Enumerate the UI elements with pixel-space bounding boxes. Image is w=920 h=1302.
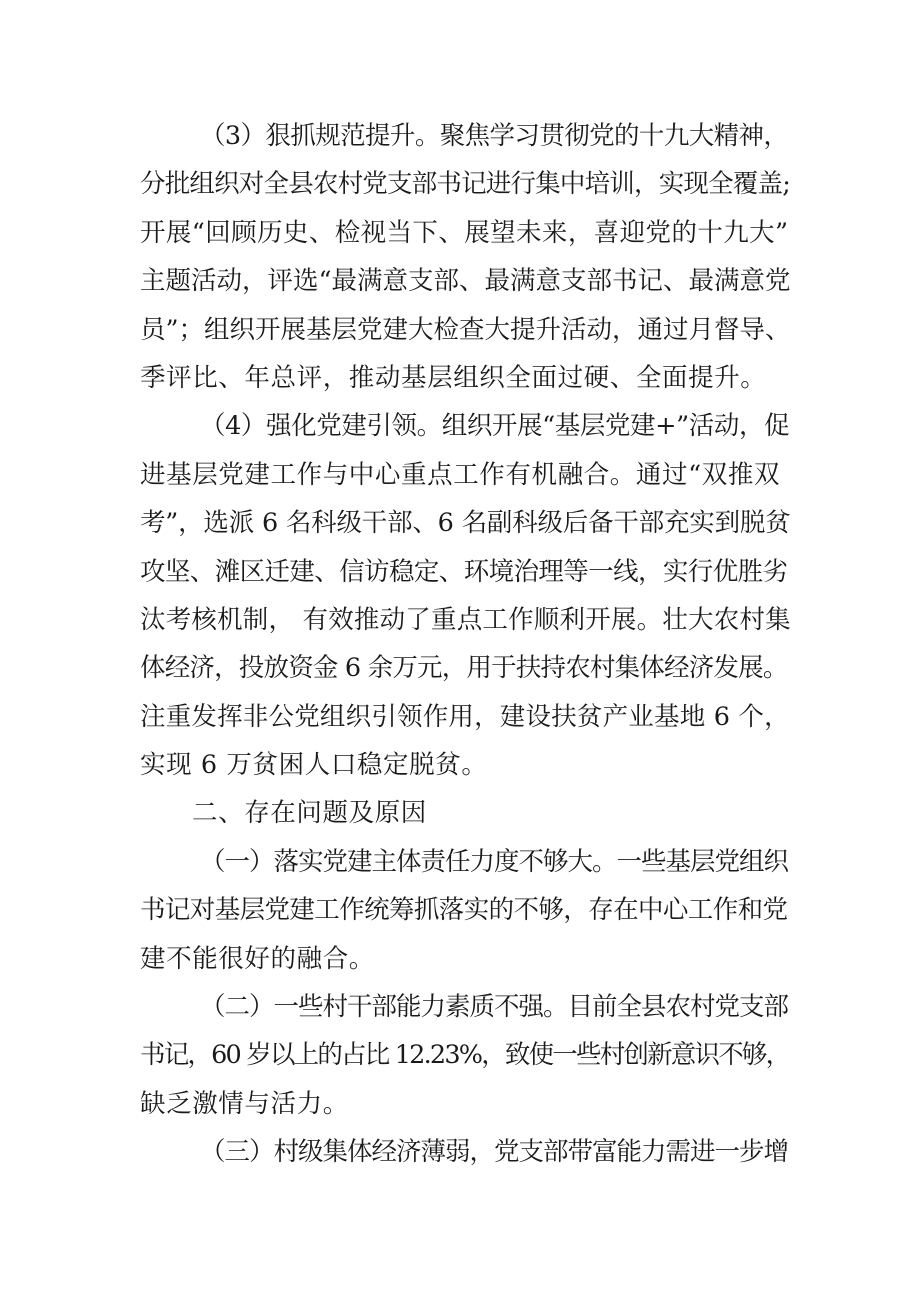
paragraph-line: （3）狠抓规范提升。聚焦学习贯彻党的十九大精神， xyxy=(200,121,789,151)
paragraph-line: 攻坚、滩区迁建、信访稳定、环境治理等一线，实行优胜劣 xyxy=(140,556,788,587)
paragraph-line: （三）村级集体经济薄弱，党支部带富能力需进一步增 xyxy=(200,1137,789,1168)
paragraph-line: 实现 6 万贫困人口稳定脱贫。 xyxy=(140,750,488,781)
paragraph-line: （4）强化党建引领。组织开展“基层党建+”活动，促 xyxy=(200,411,790,442)
paragraph-line: 分批组织对全县农村党支部书记进行集中培训，实现全覆盖; xyxy=(140,169,790,200)
paragraph-line: 季评比、年总评，推动基层组织全面过硬、全面提升。 xyxy=(140,362,767,393)
paragraph-line: 进基层党建工作与中心重点工作有机融合。通过“双推双 xyxy=(140,459,781,490)
paragraph-line: 书记对基层党建工作统筹抓落实的不够，存在中心工作和党 xyxy=(140,895,788,926)
section-heading: 二、存在问题及原因 xyxy=(192,798,427,829)
paragraph-line: 汰考核机制， 有效推动了重点工作顺利开展。壮大农村集 xyxy=(140,604,791,635)
paragraph-line: （一）落实党建主体责任力度不够大。一些基层党组织 xyxy=(200,846,789,877)
paragraph-line: 注重发挥非公党组织引领作用，建设扶贫产业基地 6 个， xyxy=(140,701,790,732)
paragraph-line: 缺乏激情与活力。 xyxy=(140,1088,349,1119)
paragraph-line: 建不能很好的融合。 xyxy=(140,943,375,974)
paragraph-line: 开展“回顾历史、检视当下、展望未来，喜迎党的十九大” xyxy=(140,217,789,248)
paragraph-line: （二）一些村干部能力素质不强。目前全县农村党支部 xyxy=(200,992,789,1023)
paragraph-line: 书记，60 岁以上的占比 12.23%，致使一些村创新意识不够， xyxy=(140,1040,790,1071)
document-body xyxy=(140,112,790,1177)
paragraph-line: 主题活动，评选“最满意支部、最满意支部书记、最满意党 xyxy=(140,266,791,297)
paragraph-line: 考”，选派 6 名科级干部、6 名副科级后备干部充实到脱贫 xyxy=(140,508,791,539)
paragraph-line: 员”；组织开展基层党建大检查大提升活动，通过月督导、 xyxy=(140,314,791,345)
paragraph-line: 体经济，投放资金 6 余万元，用于扶持农村集体经济发展。 xyxy=(140,653,788,684)
